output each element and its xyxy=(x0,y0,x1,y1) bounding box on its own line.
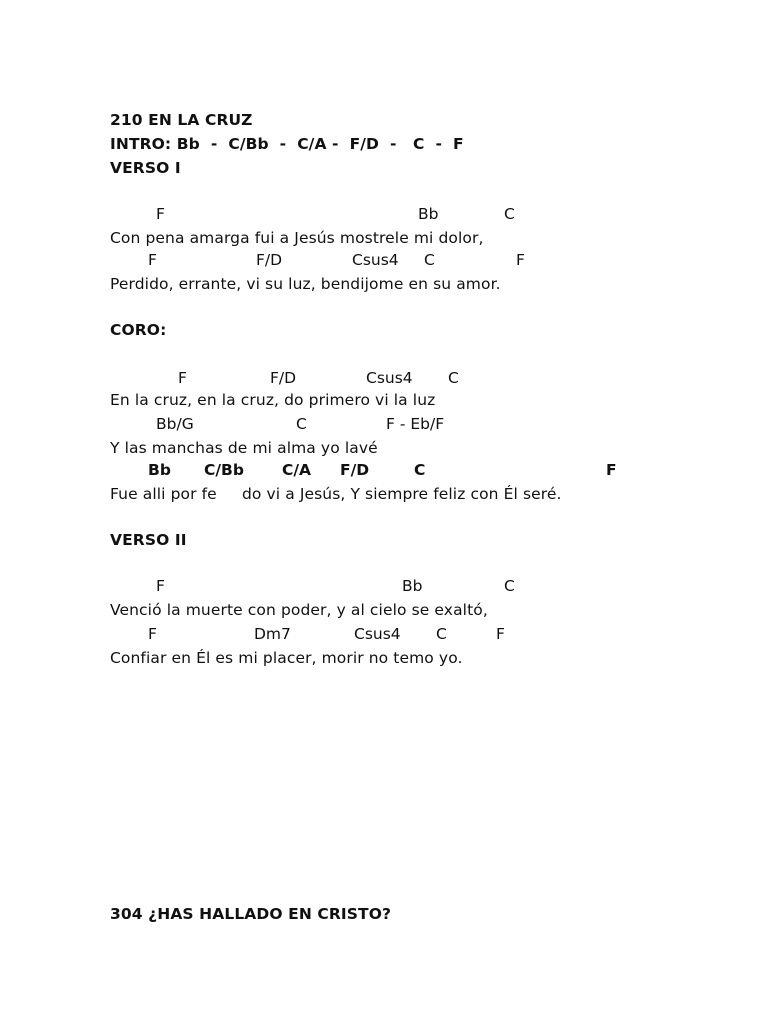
verse1-label: VERSO I xyxy=(110,159,181,177)
lyric-line: Y las manchas de mi alma yo lavé xyxy=(110,439,378,457)
chord: C/A xyxy=(282,461,312,479)
chord: F/D xyxy=(340,461,370,479)
chord: C xyxy=(436,625,447,643)
chord: F xyxy=(148,251,157,269)
lyric-line: En la cruz, en la cruz, do primero vi la luz xyxy=(110,391,436,409)
song2-title: 304 ¿HAS HALLADO EN CRISTO? xyxy=(110,905,392,923)
chord: Bb xyxy=(418,205,439,223)
chord: C xyxy=(504,577,515,595)
chord: Dm7 xyxy=(254,625,291,643)
chord: F xyxy=(156,205,165,223)
chord: F/D xyxy=(270,369,297,387)
chord: F xyxy=(156,577,165,595)
chord: Csus4 xyxy=(352,251,399,269)
chord: F xyxy=(516,251,525,269)
chorus-label: CORO: xyxy=(110,321,167,339)
chord: Bb xyxy=(148,461,171,479)
chord: F xyxy=(178,369,187,387)
lyric-line: Confiar en Él es mi placer, morir no temo yo. xyxy=(110,649,463,667)
intro-line: INTRO: Bb - C/Bb - C/A - F/D - C - F xyxy=(110,135,464,153)
chord: F - Eb/F xyxy=(386,415,445,433)
chord: F xyxy=(606,461,617,479)
chord: F xyxy=(148,625,157,643)
chord: Bb xyxy=(402,577,423,595)
verse2-label: VERSO II xyxy=(110,531,187,549)
chord: F xyxy=(496,625,505,643)
chord: Bb/G xyxy=(156,415,194,433)
chord: C xyxy=(448,369,459,387)
chord: Csus4 xyxy=(366,369,413,387)
chord: C xyxy=(424,251,435,269)
lyric-line: Con pena amarga fui a Jesús mostrele mi dolor, xyxy=(110,229,484,247)
chord: C/Bb xyxy=(204,461,244,479)
lyric-line: Venció la muerte con poder, y al cielo se exaltó, xyxy=(110,601,488,619)
lyric-line: Perdido, errante, vi su luz, bendijome en su amor. xyxy=(110,275,501,293)
song-title: 210 EN LA CRUZ xyxy=(110,111,253,129)
chord: C xyxy=(414,461,426,479)
chord: F/D xyxy=(256,251,283,269)
chord: Csus4 xyxy=(354,625,401,643)
chord: C xyxy=(296,415,307,433)
chord: C xyxy=(504,205,515,223)
lyric-line: Fue alli por fe do vi a Jesús, Y siempre feliz con Él seré. xyxy=(110,485,562,503)
